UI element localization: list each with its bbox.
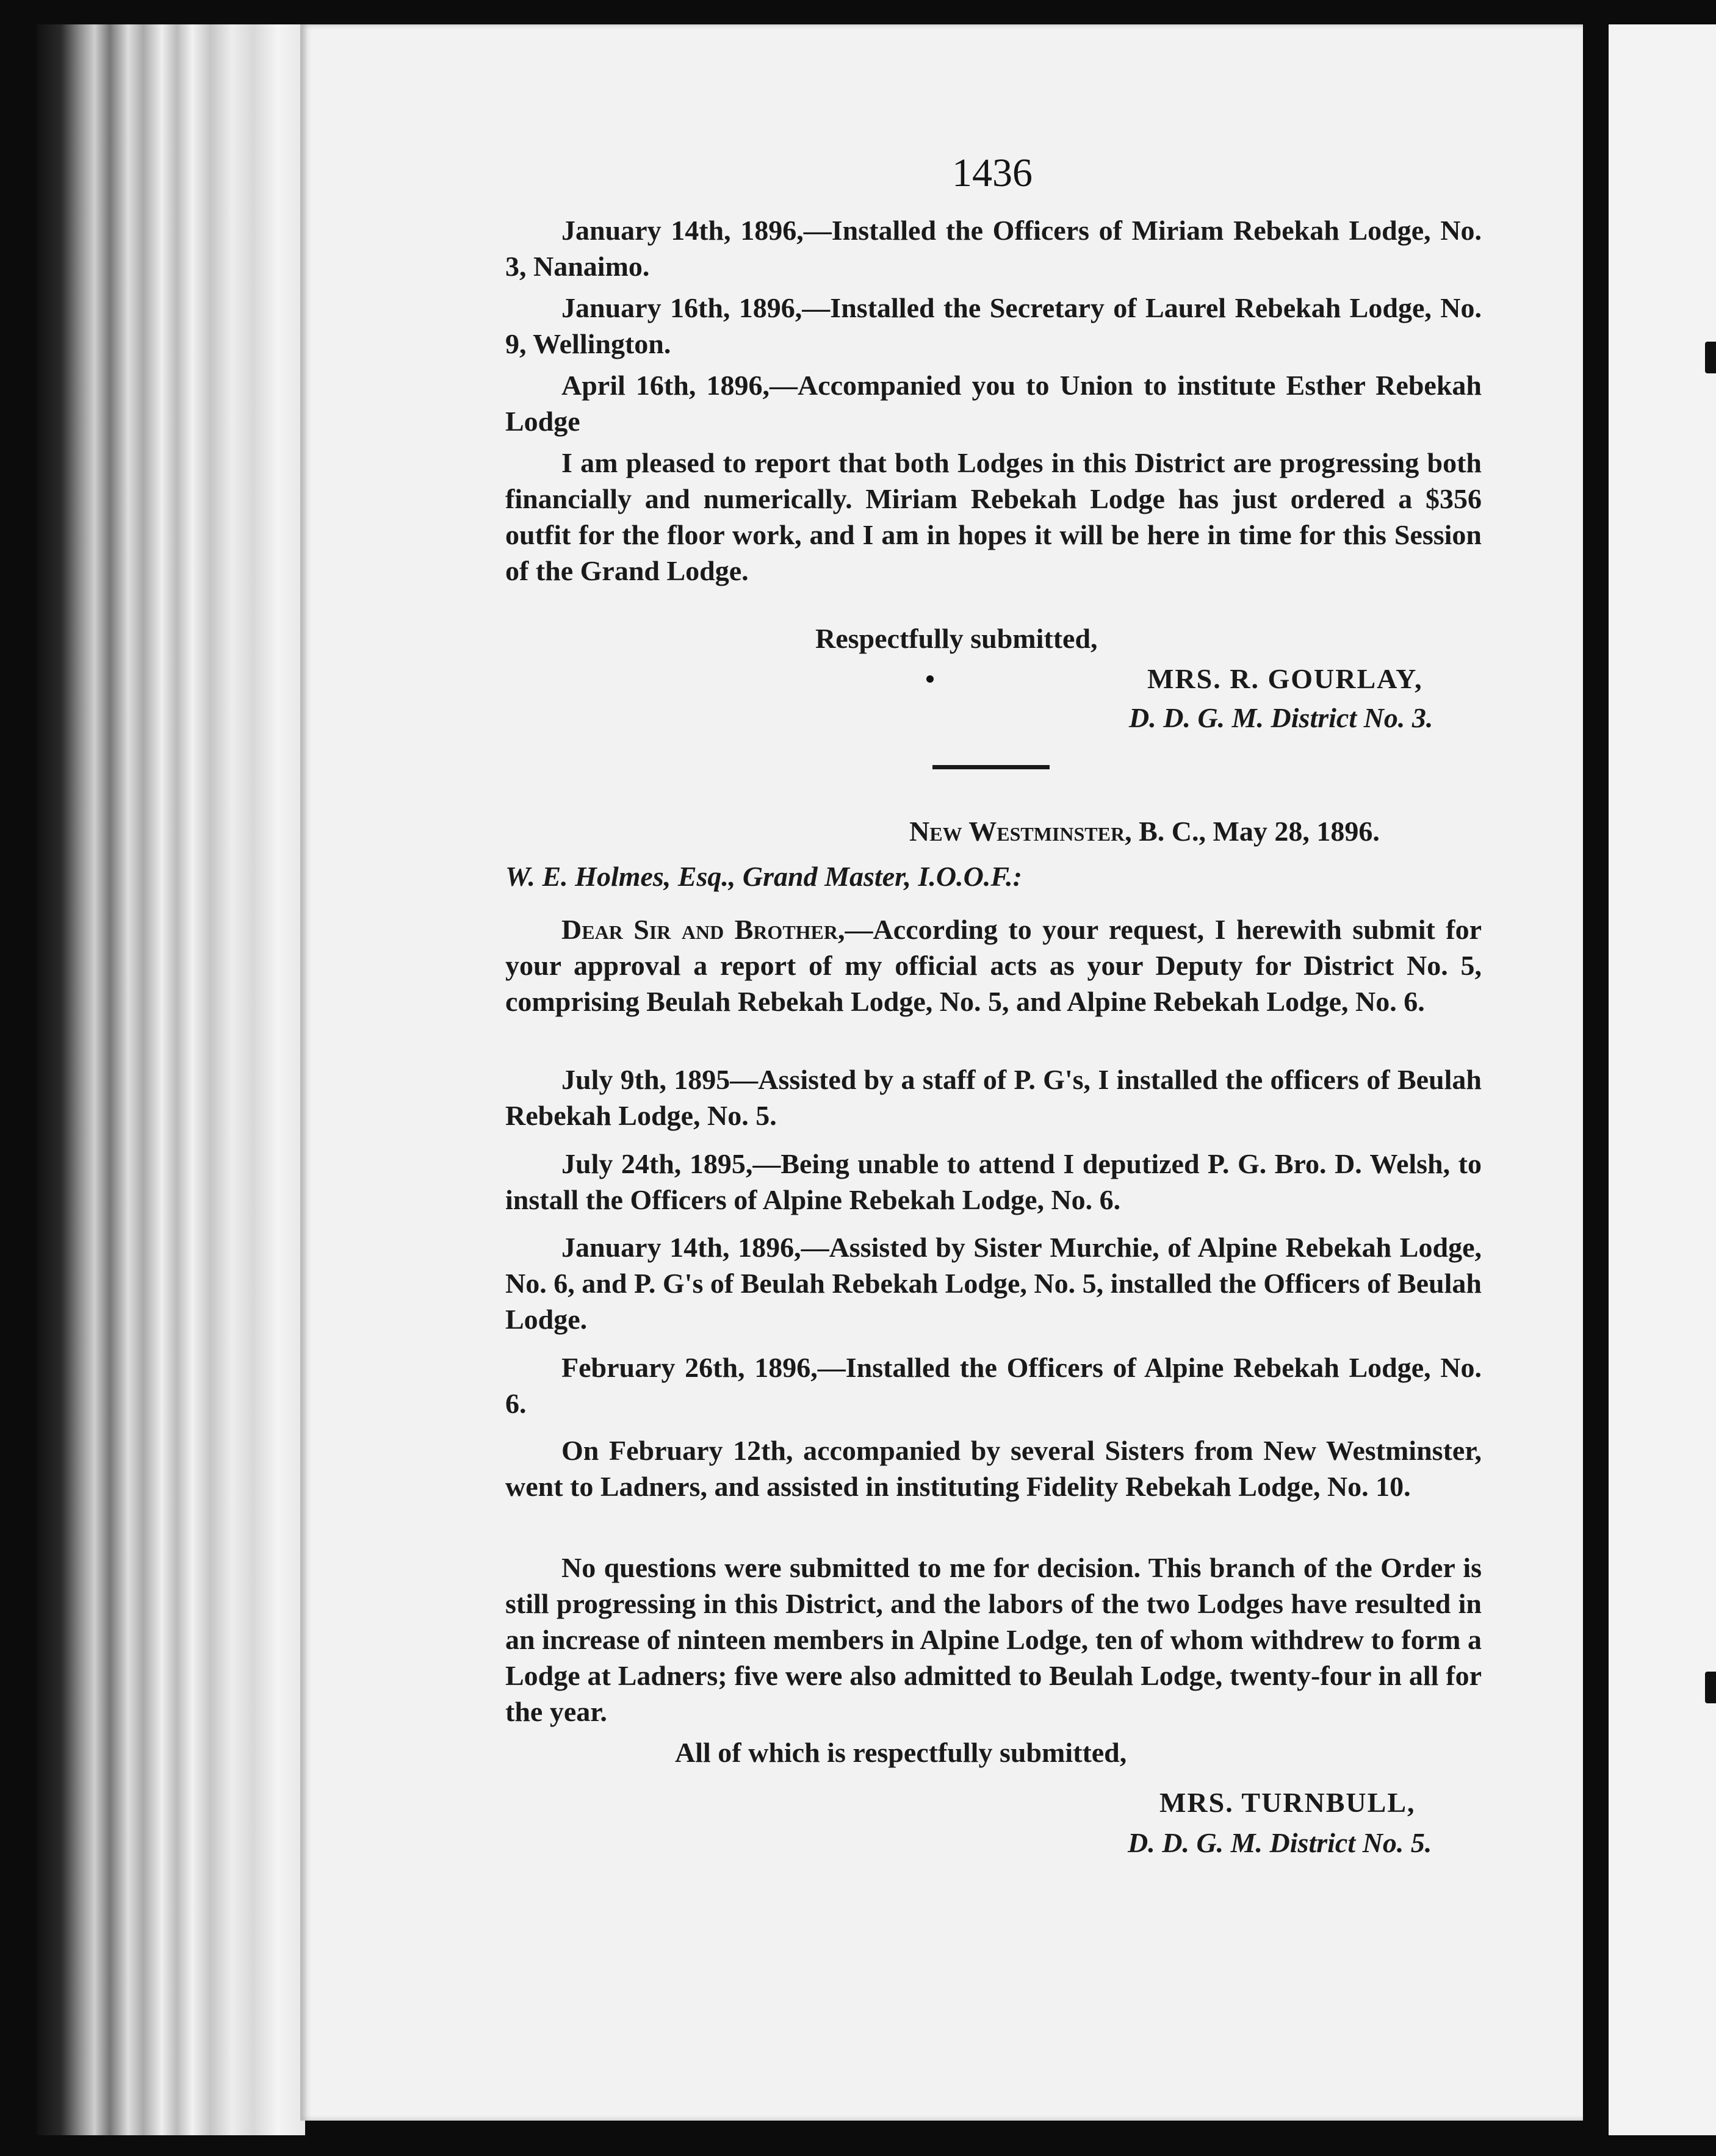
dateline	[909, 815, 1380, 847]
report-paragraph: February 26th, 1896,—Installed the Officers of Alpine Rebekah Lodge, No. 6.	[505, 1352, 1482, 1419]
stray-ink-dot	[926, 675, 934, 683]
report-paragraph: July 9th, 1895—Assisted by a staff of P. G's, I installed the officers of Beulah Rebekah Lodge, No. 5.	[505, 1064, 1482, 1131]
margin-tab-mark	[1705, 1672, 1716, 1703]
report-paragraph: July 24th, 1895,—Being unable to attend I deputized P. G. Bro. D. Welsh, to install the Officers of Alpine Rebekah Lodge, No. 6.	[505, 1148, 1482, 1215]
report-paragraph: January 14th, 1896,—Assisted by Sister Murchie, of Alpine Rebekah Lodge, No. 6, and P. G's of Beulah Rebekah Lodge, No. 5, installed the Officers of Beulah Lodge.	[505, 1232, 1482, 1335]
closing-phrase: All of which is respectfully submitted,	[675, 1737, 1127, 1768]
report-paragraph: April 16th, 1896,—Accompanied you to Union to institute Esther Rebekah Lodge	[505, 370, 1482, 437]
margin-tab-mark	[1705, 342, 1716, 373]
signer-name: MRS. R. GOURLAY,	[1147, 663, 1423, 694]
salutation: W. E. Holmes, Esq., Grand Master, I.O.O.F.:	[505, 861, 1022, 892]
signer-title: D. D. G. M. District No. 3.	[1129, 702, 1433, 733]
dateline-place: New Westminster,	[909, 816, 1132, 847]
dateline-date: B. C., May 28, 1896.	[1139, 816, 1380, 847]
greeting: Dear Sir and Brother,	[561, 914, 845, 945]
greeting-body: —According to your request, I herewith submit for your approval a report of my official acts as your Deputy for District No. 5, comprising Beulah Rebekah Lodge, No. 5, and Alpine Rebekah Lodge, No. 6.	[505, 914, 1482, 1017]
signer-title: D. D. G. M. District No. 5.	[1128, 1827, 1432, 1858]
section-divider	[932, 765, 1050, 769]
report-paragraph	[505, 911, 1482, 1019]
page-number: 1436	[952, 151, 1033, 195]
book-page-edges	[37, 24, 305, 2135]
report-paragraph: January 14th, 1896,—Installed the Officers of Miriam Rebekah Lodge, No. 3, Nanaimo.	[505, 215, 1482, 282]
facing-page-edge	[1609, 24, 1716, 2135]
report-paragraph: On February 12th, accompanied by several Sisters from New Westminster, went to Ladners, and assisted in instituting Fidelity Rebekah Lodge, No. 10.	[505, 1435, 1482, 1502]
report-paragraph: I am pleased to report that both Lodges in this District are progressing both financially and numerically. Miriam Rebekah Lodge has just ordered a $356 outfit for the floor work, and I am in hopes it will be here in time for this Session of the Grand Lodge.	[505, 447, 1482, 586]
closing-phrase: Respectfully submitted,	[815, 623, 1098, 654]
gutter-shadow	[1583, 0, 1609, 2156]
report-paragraph: No questions were submitted to me for decision. This branch of the Order is still progressing in this District, and the labors of the two Lodges have resulted in an increase of ninteen members in Alpine Lodge, ten of whom withdrew to form a Lodge at Ladners; five were also admitted to Beulah Lodge, twenty-four in all for the year.	[505, 1552, 1482, 1727]
signer-name: MRS. TURNBULL,	[1159, 1787, 1416, 1818]
report-paragraph: January 16th, 1896,—Installed the Secretary of Laurel Rebekah Lodge, No. 9, Wellington.	[505, 292, 1482, 359]
